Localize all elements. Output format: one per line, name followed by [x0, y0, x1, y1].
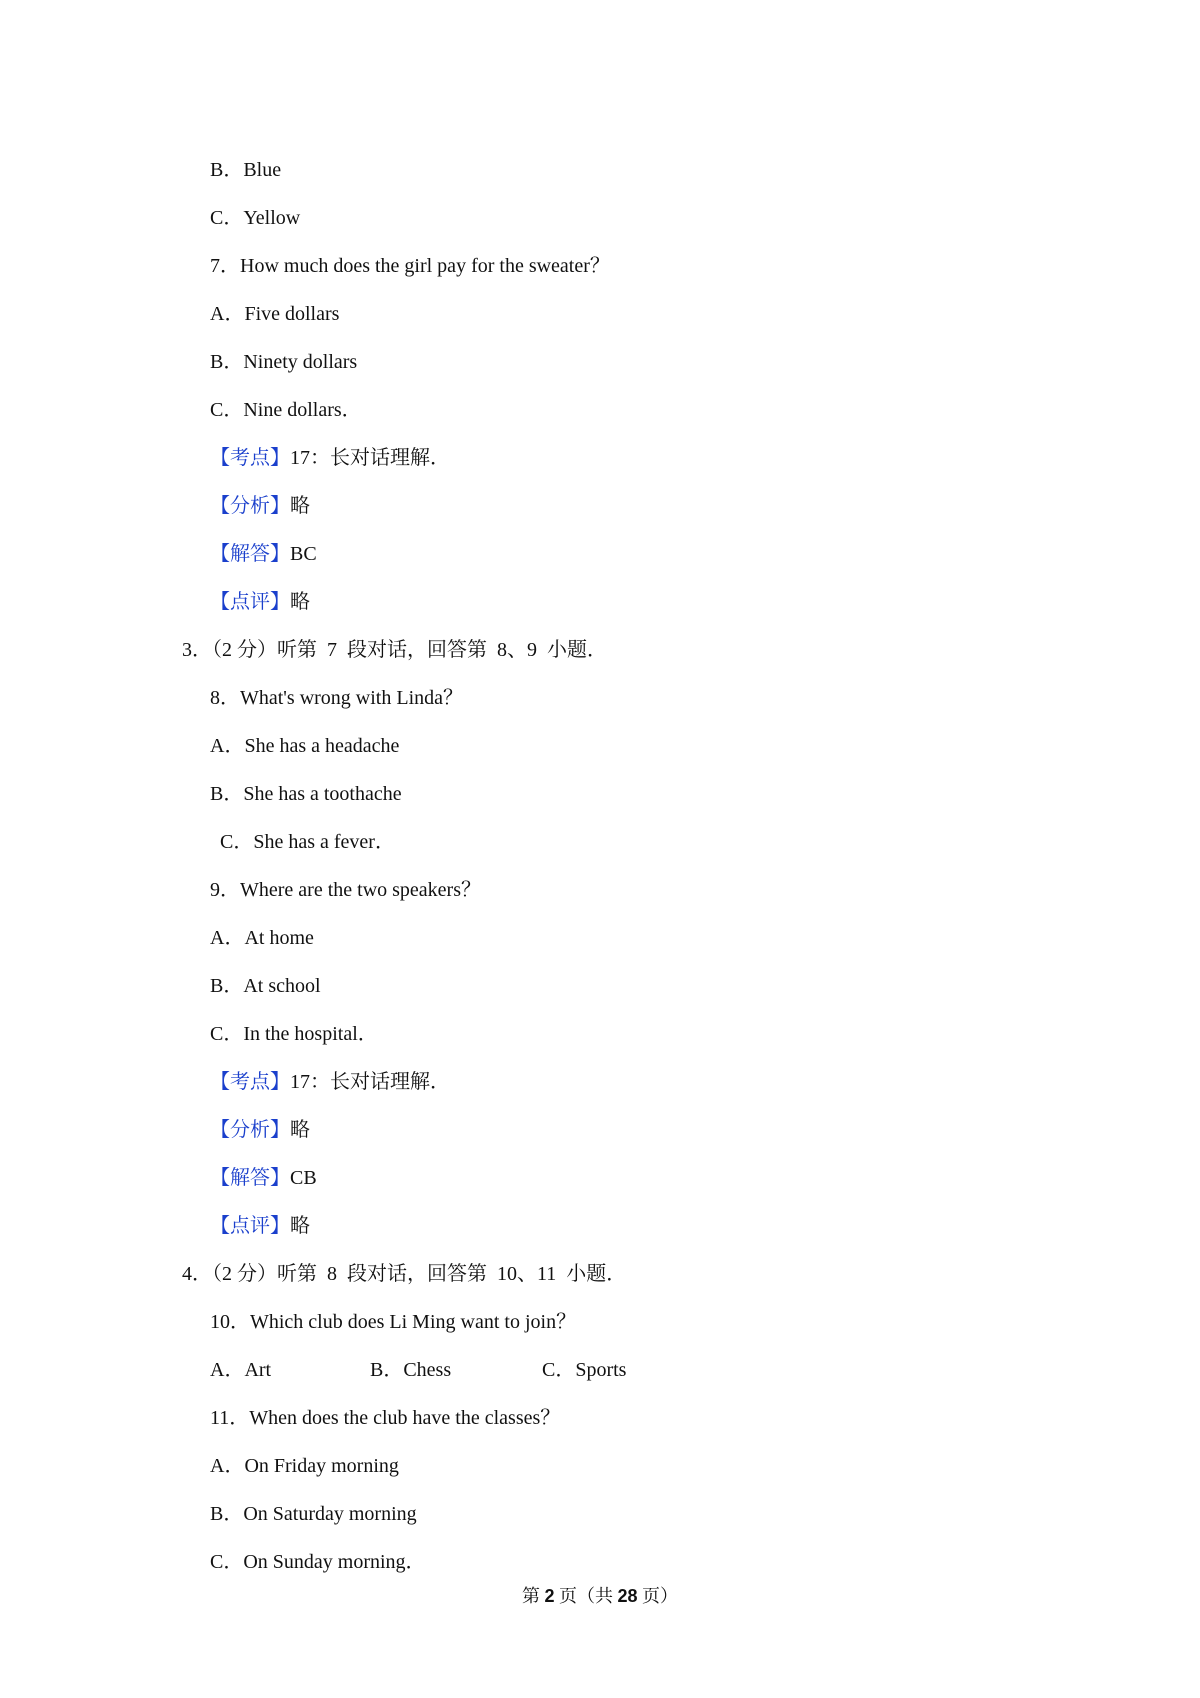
option-9b: B．At school — [210, 975, 321, 997]
jieda-2 — [210, 1166, 317, 1190]
section-3-heading: 3．（2 分）听第 7 段对话，回答第 8、9 小题． — [182, 639, 607, 661]
dianping-1 — [210, 590, 310, 614]
jieda-tag: 【解答】 — [210, 1167, 290, 1189]
dianping-2 — [210, 1214, 310, 1238]
fenxi-1 — [210, 494, 310, 518]
kaodian-1 — [210, 446, 450, 470]
dianping-tag: 【点评】 — [210, 591, 290, 613]
option-11a: A．On Friday morning — [210, 1455, 399, 1477]
option-9a: A．At home — [210, 927, 314, 949]
option-8a: A．She has a headache — [210, 735, 400, 757]
option-7b: B．Ninety dollars — [210, 351, 358, 373]
jieda-text: CB — [290, 1167, 317, 1189]
question-8: 8．What's wrong with Linda？ — [210, 687, 464, 709]
kaodian-text: 17：长对话理解． — [290, 447, 450, 469]
question-10: 10．Which club does Li Ming want to join？ — [210, 1311, 577, 1333]
dianping-text: 略 — [290, 1215, 310, 1237]
option-8b: B．She has a toothache — [210, 783, 402, 805]
option-10b: B．Chess — [370, 1359, 452, 1381]
option-10c: C．Sports — [542, 1359, 627, 1381]
kaodian-text: 17：长对话理解． — [290, 1071, 450, 1093]
option-9c: C．In the hospital． — [210, 1023, 378, 1045]
option-7a: A．Five dollars — [210, 303, 340, 325]
fenxi-tag: 【分析】 — [210, 495, 290, 517]
page-footer — [0, 1584, 1200, 1608]
footer-page-number: 2 — [544, 1586, 555, 1606]
footer-middle: 页（共 — [554, 1586, 618, 1606]
dianping-tag: 【点评】 — [210, 1215, 290, 1237]
option-11b: B．On Saturday morning — [210, 1503, 417, 1525]
fenxi-text: 略 — [290, 1119, 310, 1141]
jieda-tag: 【解答】 — [210, 543, 290, 565]
question-7: 7．How much does the girl pay for the sweater？ — [210, 255, 610, 277]
option-7c: C．Nine dollars． — [210, 399, 362, 421]
kaodian-2 — [210, 1070, 450, 1094]
footer-prefix: 第 — [521, 1586, 545, 1606]
footer-suffix: 页） — [637, 1586, 679, 1606]
line-b-blue: B．Blue — [210, 159, 282, 181]
line-c-yellow: C．Yellow — [210, 207, 301, 229]
kaodian-tag: 【考点】 — [210, 1071, 290, 1093]
fenxi-tag: 【分析】 — [210, 1119, 290, 1141]
fenxi-2 — [210, 1118, 310, 1142]
question-9: 9．Where are the two speakers？ — [210, 879, 481, 901]
dianping-text: 略 — [290, 591, 310, 613]
jieda-text: BC — [290, 543, 317, 565]
option-8c: C．She has a fever． — [220, 831, 395, 853]
section-4-heading: 4．（2 分）听第 8 段对话，回答第 10、11 小题． — [182, 1263, 627, 1285]
fenxi-text: 略 — [290, 495, 310, 517]
kaodian-tag: 【考点】 — [210, 447, 290, 469]
option-11c: C．On Sunday morning． — [210, 1551, 426, 1573]
footer-total-pages: 28 — [617, 1586, 638, 1606]
option-10a: A．Art — [210, 1359, 272, 1381]
jieda-1 — [210, 542, 317, 566]
question-11: 11．When does the club have the classes？ — [210, 1407, 561, 1429]
